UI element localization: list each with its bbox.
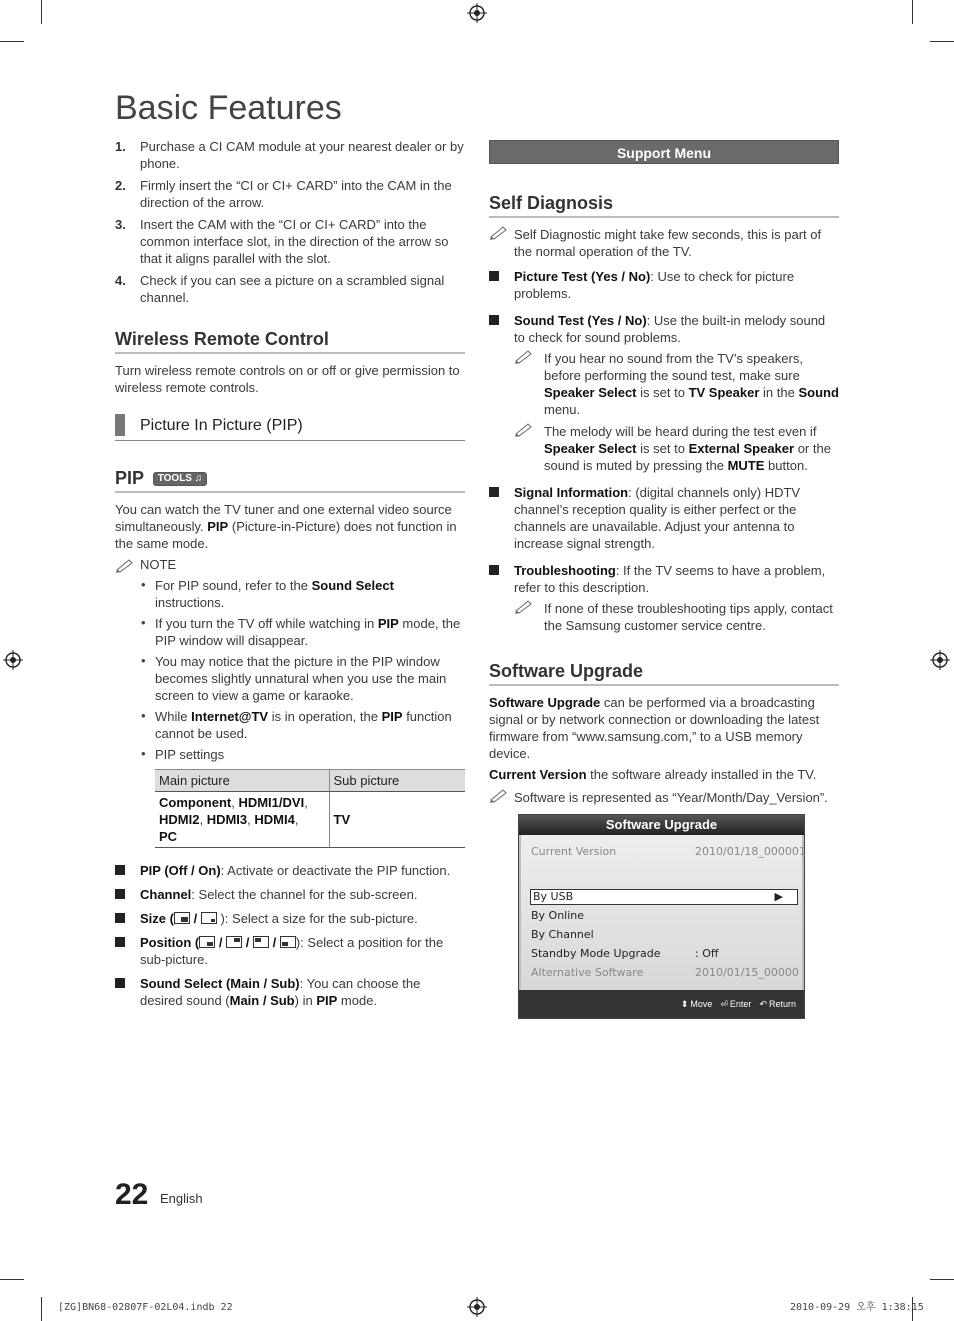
list-item: Sound Test (Yes / No): Use the built-in melody sound to check for sound problems. If you hear no sound from the TV’s speakers, before performing the sound test, make sure Speaker Select is set to TV Speaker in the Sound menu. The melody will be heard during the test even if Speaker Select is set to External Speaker or the sound is muted by pressing the MUTE button. xyxy=(489,312,839,474)
list-item: Troubleshooting: If the TV seems to have a problem, refer to this description. If none of these troubleshooting tips apply, contact the Samsung customer service centre. xyxy=(489,562,839,634)
sound-test-note: If you hear no sound from the TV’s speakers, before performing the sound test, make sure Speaker Select is set to TV Speaker in the Sound menu. xyxy=(514,350,839,418)
wireless-text: Turn wireless remote controls on or off or give permission to wireless remote controls. xyxy=(115,363,460,395)
registration-mark-icon xyxy=(467,1297,487,1317)
crop-mark xyxy=(0,41,24,42)
registration-mark-icon xyxy=(930,650,950,670)
list-item: PIP (Off / On): Activate or deactivate the PIP function. xyxy=(115,862,465,879)
crop-mark xyxy=(0,1279,24,1280)
page-language: English xyxy=(160,1191,203,1206)
osd-item-by-channel[interactable]: By Channel xyxy=(531,928,594,941)
pencil-icon xyxy=(489,224,511,240)
position-bottom-right-icon xyxy=(199,936,215,948)
position-bottom-left-icon xyxy=(280,936,296,948)
table-header: Sub picture xyxy=(329,770,465,792)
current-version-text: Current Version the software already installed in the TV. xyxy=(489,767,817,782)
list-item: Channel: Select the channel for the sub-screen. xyxy=(115,886,465,903)
crop-mark xyxy=(930,41,954,42)
pip-intro: You can watch the TV tuner and one external video source simultaneously. PIP (Picture-in-Picture) does not function in the same mode. xyxy=(115,502,457,551)
position-top-right-icon xyxy=(226,936,242,948)
pencil-icon xyxy=(514,421,536,437)
play-arrow-icon: ▶ xyxy=(774,890,783,903)
list-item: 2. Firmly insert the “CI or CI+ CARD” into the CAM in the direction of the arrow. xyxy=(115,178,452,210)
list-item: Picture Test (Yes / No): Use to check for picture problems. xyxy=(489,268,839,302)
troubleshooting-note: If none of these troubleshooting tips apply, contact the Samsung customer service centre. xyxy=(514,600,839,634)
crop-mark xyxy=(930,1279,954,1280)
osd-item-standby-upgrade[interactable]: Standby Mode Upgrade : Off xyxy=(531,947,719,960)
list-item: Sound Select (Main / Sub): You can choose the desired sound (Main / Sub) in PIP mode. xyxy=(115,975,465,1009)
osd-item-by-online[interactable]: By Online xyxy=(531,909,585,922)
pip-heading: PIP TOOLS ♫ xyxy=(115,467,465,493)
software-upgrade-text: Software Upgrade can be performed via a broadcasting signal or by network connection or downloading the latest firmware from “www.samsung.com,” to a USB memory device. xyxy=(489,695,820,761)
list-item: Signal Information: (digital channels only) HDTV channel’s reception quality is either perfect or the channels are unavailable. Adjust your antenna to increase signal strength. xyxy=(489,484,839,552)
right-column xyxy=(489,140,839,1019)
size-small-icon xyxy=(201,912,217,924)
table-cell: Component, HDMI1/DVI, HDMI2, HDMI3, HDMI4, PC xyxy=(155,792,329,848)
pencil-icon xyxy=(115,557,137,573)
list-item: 1. Purchase a CI CAM module at your nearest dealer or by phone. xyxy=(115,139,464,171)
list-item: • While Internet@TV is in operation, the PIP function cannot be used. xyxy=(141,708,465,742)
left-column xyxy=(115,138,465,1016)
up-down-icon: ⬍ xyxy=(680,998,689,1009)
list-item: • For PIP sound, refer to the Sound Select instructions. xyxy=(141,577,465,611)
page-title: Basic Features xyxy=(115,89,342,127)
print-footer-left: [ZG]BN68-02807F-02L04.indb 22 xyxy=(58,1302,233,1313)
osd-footer xyxy=(519,990,804,1018)
print-footer-right: 2010-09-29 오후 1:38:15 xyxy=(790,1302,924,1313)
osd-body xyxy=(521,835,806,990)
registration-mark-icon xyxy=(467,3,487,23)
pip-subheading: Picture In Picture (PIP) xyxy=(115,414,465,441)
self-diagnosis-heading: Self Diagnosis xyxy=(489,192,839,218)
list-item: 3. Insert the CAM with the “CI or CI+ CARD” into the common interface slot, in the direction of the arrow so that it aligns parallel with the slot. xyxy=(115,217,449,266)
pip-options-list xyxy=(115,862,465,1009)
pencil-icon xyxy=(514,598,536,614)
table-row xyxy=(155,792,465,848)
software-upgrade-heading: Software Upgrade xyxy=(489,660,839,686)
pip-note: NOTE xyxy=(115,556,465,573)
osd-item-alternative-software: Alternative Software 2010/01/15_00000 xyxy=(531,966,799,979)
osd-return-hint: ↶ Return xyxy=(759,998,796,1009)
osd-title: Software Upgrade xyxy=(519,815,804,835)
pip-notes-list xyxy=(141,577,465,763)
enter-icon: ⏎ xyxy=(720,998,728,1009)
position-top-left-icon xyxy=(253,936,269,948)
size-large-icon xyxy=(174,912,190,924)
pencil-icon xyxy=(489,787,511,803)
list-item: • If you turn the TV off while watching in PIP mode, the PIP window will disappear. xyxy=(141,615,465,649)
return-icon: ↶ xyxy=(759,998,767,1009)
wireless-heading: Wireless Remote Control xyxy=(115,328,465,354)
ci-steps-list xyxy=(115,138,465,306)
list-item: • You may notice that the picture in the PIP window becomes slightly unnatural when you use the main screen to view a game or karaoke. xyxy=(141,653,465,704)
pencil-icon xyxy=(514,348,536,364)
osd-item-by-usb[interactable]: By USB ▶ xyxy=(530,889,798,905)
self-diag-list xyxy=(489,268,839,634)
list-item: Position ( / / / ): Select a position for the sub-picture. xyxy=(115,934,465,968)
self-diag-note: Self Diagnostic might take few seconds, this is part of the normal operation of the TV. xyxy=(489,226,839,260)
crop-mark xyxy=(912,0,913,24)
osd-enter-hint: ⏎ Enter xyxy=(720,998,752,1009)
osd-move-hint: ⬍ Move xyxy=(680,998,713,1009)
section-bar xyxy=(115,414,125,436)
sound-test-note: The melody will be heard during the test even if Speaker Select is set to External Speaker or the sound is muted by pressing the MUTE button. xyxy=(514,423,839,474)
list-item: • PIP settings xyxy=(141,746,465,763)
crop-mark xyxy=(41,0,42,24)
table-header: Main picture xyxy=(155,770,329,792)
software-upgrade-osd xyxy=(518,814,805,1019)
page-number: 22 xyxy=(115,1178,149,1211)
registration-mark-icon xyxy=(3,650,23,670)
version-format-note: Software is represented as “Year/Month/Day_Version”. xyxy=(489,789,839,806)
table-cell: TV xyxy=(329,792,465,848)
pip-settings-table xyxy=(155,769,465,848)
list-item: 4. Check if you can see a picture on a scrambled signal channel. xyxy=(115,273,445,305)
support-menu-bar: Support Menu xyxy=(489,140,839,164)
osd-current-version: Current Version 2010/01/18_000001 xyxy=(531,845,806,858)
list-item: Size ( / ): Select a size for the sub-picture. xyxy=(115,910,465,927)
crop-mark xyxy=(41,1297,42,1321)
tools-badge: TOOLS ♫ xyxy=(153,472,208,486)
